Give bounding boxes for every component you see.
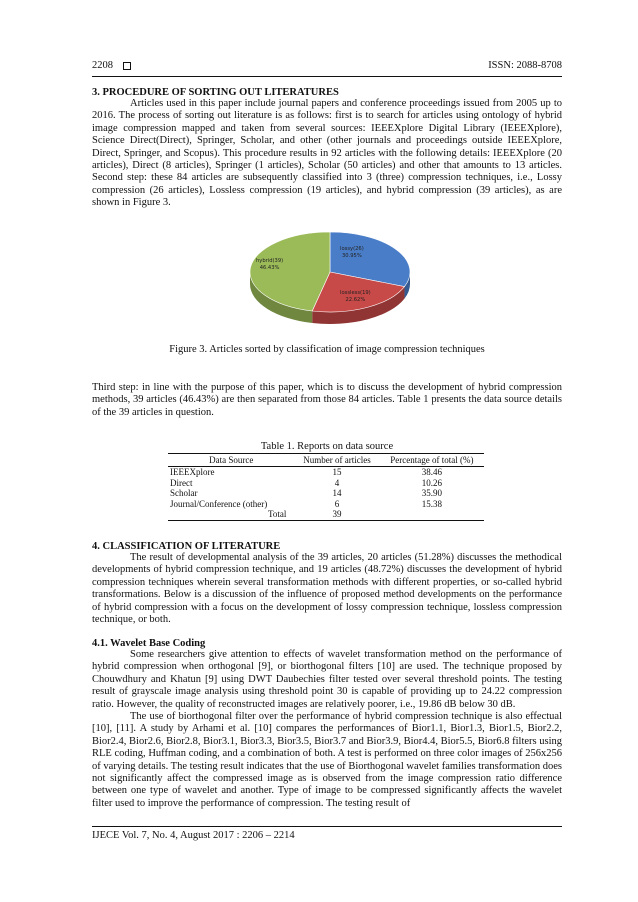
table-cell-source: Scholar xyxy=(170,488,198,498)
pie-chart-svg xyxy=(240,228,420,338)
table-cell-source: IEEEXplore xyxy=(170,467,215,477)
table xyxy=(168,453,484,521)
table-row xyxy=(168,488,484,499)
table-row xyxy=(168,478,484,489)
section-4-1-paragraph-2: The use of biorthogonal filter over the performance of hybrid compression technique is also effectual [10], [11]. A study by Arhami et al. [10] compares the performances of Bior1.1, Bior1.3, Bior1.5, Bior2.2, Bior2.4, Bior2.6, Bior2.8, Bior3.1, Bior3.3, Bior3.5, Bior3.7 and Bior3.9, Bior4.4, Bior5.5, Bior6.8 filters using RLE coding, Huffman coding, and a combination of both. A test is performed on three color images of 256x256 of varying details. The testing result indicates that the use of Biorthogonal wavelet families transformation does not significantly affect the compressed image as is observed from the image compression ratio difference between one type of wavelet and another. Type of image to be compressed significantly affects the wavelet filter used to improve the performance of compression. The testing result of xyxy=(92,711,562,809)
section-3-paragraph: Articles used in this paper include journal papers and conference proceedings issued from 2005 up to 2016. The process of sorting out literature is as follows: first is to search for articles using ontology of hybrid image compression mapped and taken from several sources: IEEEXplore Digital Library (IEEEXplore), Science Direct(Direct), Springer, Scholar, and other (other journals and proceedings outside IEEEXplore, Direct, Springer, and Scopus). This procedure results in 92 articles with the following details: IEEEXplore (20 articles), Direct (8 articles), Springer (1 articles), Scholar (50 articles) and other that amounts to 13 articles. Second step: these 84 articles are subsequently classified into 3 (three) compression techniques, i.e., Lossy compression (26 articles), Lossless compression (19 articles), and hybrid compression (39 articles), as are shown in Figure 3. xyxy=(92,98,562,209)
section-4-1-paragraph-1: Some researchers give attention to effects of wavelet transformation method on the performance of hybrid compression when orthogonal [9], or biorthogonal filters [10] are used. The technique proposed by Chouwdhury and Khatun [9] using DWT Daubechies filter tested over several threshold points. The testing result of grayscale image analysis using threshold point 30 is capable of providing up to 24.22 compression ratio. However, the quality of reconstructed images are relatively poorer, i.e., 19.86 dB below 30 dB. xyxy=(92,649,562,710)
table-total-empty xyxy=(380,509,484,520)
pie-label-lossless-percent: 22.62% xyxy=(345,297,366,303)
table-header-percent: Percentage of total (%) xyxy=(380,454,484,467)
third-step-paragraph: Third step: in line with the purpose of this paper, which is to discuss the development of hybrid compression methods, 39 articles (46.43%) are then separated from those 84 articles. Table 1 presents the data source details of the 39 articles in question. xyxy=(92,382,562,418)
table-cell-percent: 10.26 xyxy=(421,477,442,488)
pie-chart xyxy=(240,228,420,338)
pie-label-lossy-percent: 30.95% xyxy=(341,253,362,259)
header-divider xyxy=(92,76,562,77)
table-cell-count: 15 xyxy=(332,467,342,477)
table-header-source: Data Source xyxy=(168,454,294,467)
table-cell-source: Direct xyxy=(170,477,193,488)
data-source-table xyxy=(168,453,484,521)
table-cell-percent: 35.90 xyxy=(421,488,442,498)
section-4 xyxy=(92,541,562,626)
table-cell-count: 4 xyxy=(334,477,340,488)
section-3-heading: 3. PROCEDURE OF SORTING OUT LITERATURES xyxy=(92,87,339,98)
table-cell-count: 6 xyxy=(334,498,340,509)
table-title: Table 1. Reports on data source xyxy=(260,441,394,452)
section-4-1 xyxy=(92,638,562,810)
footer-divider xyxy=(92,826,562,827)
table-total-label: Total xyxy=(168,509,294,520)
pie-label-lossy-name: lossy(26) xyxy=(340,246,364,252)
square-icon xyxy=(123,62,131,70)
table-cell-count: 14 xyxy=(332,488,342,498)
page-header-left xyxy=(92,60,131,71)
table-header-count: Number of articles xyxy=(294,454,379,467)
table-row xyxy=(168,467,484,478)
pie-label-lossless xyxy=(340,290,371,304)
table-header-row xyxy=(168,454,484,467)
table-row xyxy=(168,499,484,510)
section-4-paragraph: The result of developmental analysis of the 39 articles, 20 articles (51.28%) discusses the methodical developments of hybrid compression technique, and 19 articles (48.72%) discusses the development of hybrid compression techniques wherein several transformation methods with different properties, or so-called hybrid transformations. Below is a discussion of the influence of proposed method developments on the performance of hybrid compression with a focus on the development of lossy compression technique, lossless compression technique, or both. xyxy=(92,552,562,626)
pie-label-hybrid-name: hybrid(39) xyxy=(256,258,284,264)
page-number: 2208 xyxy=(92,60,113,71)
footer-citation: IJECE Vol. 7, No. 4, August 2017 : 2206 – 2214 xyxy=(92,830,295,841)
section-4-heading: 4. CLASSIFICATION OF LITERATURE xyxy=(92,541,281,552)
pie-label-lossy xyxy=(340,246,364,260)
table-cell-source: Journal/Conference (other) xyxy=(170,498,268,509)
pie-label-hybrid-percent: 46.43% xyxy=(259,265,280,271)
issn-label: ISSN: 2088-8708 xyxy=(488,60,562,71)
table-cell-percent: 38.46 xyxy=(421,467,442,477)
third-step xyxy=(92,382,562,419)
section-4-1-heading: 4.1. Wavelet Base Coding xyxy=(92,638,206,649)
pie-label-lossless-name: lossless(19) xyxy=(340,290,371,296)
table-total-value: 39 xyxy=(294,509,379,520)
table-cell-percent: 15.38 xyxy=(421,498,442,509)
table-total-row xyxy=(168,509,484,520)
pie-label-hybrid xyxy=(256,258,283,272)
figure-caption: Figure 3. Articles sorted by classification of image compression techniques xyxy=(169,344,485,355)
section-3 xyxy=(92,87,562,210)
